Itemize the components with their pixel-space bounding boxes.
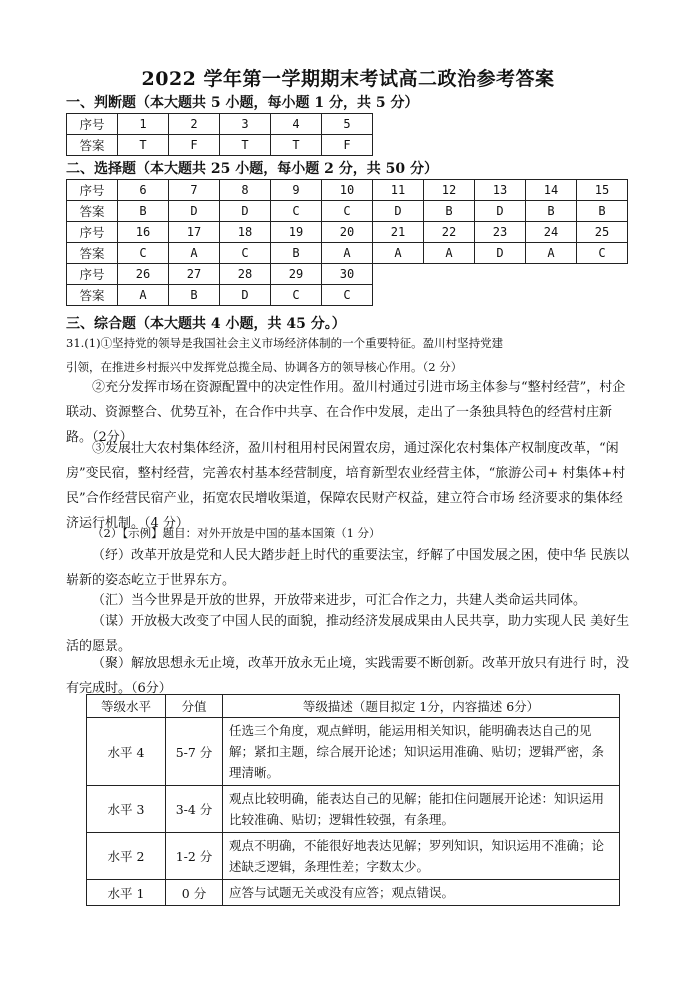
table-cell: 12 <box>424 180 475 201</box>
table-row <box>67 285 628 306</box>
rubric-desc: 应答与试题无关或没有应答；观点错误。 <box>223 880 620 906</box>
table-cell: B <box>271 243 322 264</box>
table-cell: 14 <box>526 180 577 201</box>
table-row <box>67 222 628 243</box>
table-cell: 21 <box>373 222 424 243</box>
q31-2-a <box>66 543 630 593</box>
table-cell: 7 <box>169 180 220 201</box>
table-cell: 6 <box>118 180 169 201</box>
rubric-desc: 观点比较明确，能表达自己的见解；能扣住问题展开论述：知识运用比较准确、贴切；逻辑性较强，有条理。 <box>223 786 620 833</box>
table-cell: 28 <box>220 264 271 285</box>
table-cell: D <box>169 201 220 222</box>
table-cell: 23 <box>475 222 526 243</box>
table-blank <box>373 264 628 285</box>
table-row <box>87 718 620 786</box>
table-cell: D <box>475 201 526 222</box>
table-cell: A <box>169 243 220 264</box>
table-cell: A <box>118 285 169 306</box>
row-label: 序号 <box>67 114 118 135</box>
table-row <box>67 135 373 156</box>
row-label: 答案 <box>67 135 118 156</box>
table-cell: B <box>526 201 577 222</box>
rubric-level: 水平 4 <box>87 718 166 786</box>
row-label: 序号 <box>67 180 118 201</box>
row-label: 答案 <box>67 201 118 222</box>
q31-part3-text: ③发展壮大农村集体经济，盈川村租用村民闲置农房，通过深化农村集体产权制度改革，“闲房”变民宿，整村经营，完善农村基本经营制度，培育新型农业经营主体，“旅游公司+ 村集体+村民”合作经营民宿产业，拓宽农民增收渠道，保障农民财产权益，建立符合市场 经济要求的集体经济运行机制。（4 分） <box>66 441 626 531</box>
table-row <box>87 786 620 833</box>
row-label: 答案 <box>67 285 118 306</box>
table-row <box>87 833 620 880</box>
table-cell: D <box>373 201 424 222</box>
table-cell: 27 <box>169 264 220 285</box>
table-cell: 11 <box>373 180 424 201</box>
table-cell: 18 <box>220 222 271 243</box>
table-cell: 25 <box>577 222 628 243</box>
table-cell: 1 <box>118 114 169 135</box>
table-row <box>67 180 628 201</box>
table-cell: 8 <box>220 180 271 201</box>
table-cell: 9 <box>271 180 322 201</box>
table-cell: 4 <box>271 114 322 135</box>
table-cell: 10 <box>322 180 373 201</box>
rubric-table <box>86 694 620 906</box>
q31-part2-text: ②充分发挥市场在资源配置中的决定性作用。盈川村通过引进市场主体参与“整村经营”，村企联动、资源整合、优势互补，在合作中共享、在合作中发展，走出了一条独具特色的经营村庄新路。（2分） <box>66 380 626 445</box>
row-label: 答案 <box>67 243 118 264</box>
rubric-level: 水平 3 <box>87 786 166 833</box>
table-cell: 29 <box>271 264 322 285</box>
table-cell: T <box>220 135 271 156</box>
q31-part1-line2: 引领，在推进乡村振兴中发挥党总揽全局、协调各方的领导核心作用。（2 分） <box>66 360 463 374</box>
table-cell: C <box>271 201 322 222</box>
table-cell: A <box>373 243 424 264</box>
table-cell: 15 <box>577 180 628 201</box>
table-cell: D <box>475 243 526 264</box>
q31-2-b-text: （汇）当今世界是开放的世界，开放带来进步，可汇合作之力，共建人类命运共同体。 <box>92 593 587 608</box>
table-row <box>67 243 628 264</box>
table-cell: 30 <box>322 264 373 285</box>
rubric-level: 水平 2 <box>87 833 166 880</box>
rubric-score: 0 分 <box>166 880 223 906</box>
table-cell: F <box>169 135 220 156</box>
rubric-header-level: 等级水平 <box>87 695 166 718</box>
table-cell: 19 <box>271 222 322 243</box>
table-cell: 17 <box>169 222 220 243</box>
rubric-desc: 任选三个角度，观点鲜明，能运用相关知识，能明确表达自己的见解；紧扣主题，综合展开论述；知识运用准确、贴切；逻辑严密，条理清晰。 <box>223 718 620 786</box>
judgment-table <box>66 113 373 156</box>
table-cell: C <box>322 285 373 306</box>
q31-2-c-text: （谋）开放极大改变了中国人民的面貌，推动经济发展成果由人民共享，助力实现人民 美好生活的愿景。 <box>66 614 630 654</box>
table-header-row <box>87 695 620 718</box>
q31-2-intro-text: （2）【示例】题目：对外开放是中国的基本国策（1 分） <box>92 526 381 540</box>
rubric-score: 5-7 分 <box>166 718 223 786</box>
table-cell: 20 <box>322 222 373 243</box>
section3-heading: 三、综合题（本大题共 4 小题，共 45 分。） <box>66 316 346 332</box>
table-cell: C <box>271 285 322 306</box>
table-cell: F <box>322 135 373 156</box>
table-cell: A <box>322 243 373 264</box>
rubric-score: 3-4 分 <box>166 786 223 833</box>
rubric-desc: 观点不明确，不能很好地表达见解；罗列知识，知识运用不准确；论述缺乏逻辑，条理性差；字数太少。 <box>223 833 620 880</box>
q31-part1 <box>66 331 630 379</box>
table-row <box>67 201 628 222</box>
table-cell: 24 <box>526 222 577 243</box>
section1-heading: 一、判断题（本大题共 5 小题，每小题 1 分，共 5 分） <box>66 95 419 111</box>
table-cell: D <box>220 285 271 306</box>
table-row <box>67 114 373 135</box>
table-cell: A <box>526 243 577 264</box>
row-label: 序号 <box>67 264 118 285</box>
table-cell: 22 <box>424 222 475 243</box>
table-cell: C <box>577 243 628 264</box>
table-cell: B <box>577 201 628 222</box>
table-blank <box>373 285 628 306</box>
rubric-header-desc: 等级描述（题目拟定 1分，内容描述 6分） <box>223 695 620 718</box>
table-cell: 16 <box>118 222 169 243</box>
table-cell: C <box>118 243 169 264</box>
row-label: 序号 <box>67 222 118 243</box>
table-cell: C <box>220 243 271 264</box>
table-cell: B <box>169 285 220 306</box>
table-cell: D <box>220 201 271 222</box>
table-cell: 13 <box>475 180 526 201</box>
table-cell: 2 <box>169 114 220 135</box>
table-cell: 5 <box>322 114 373 135</box>
rubric-level: 水平 1 <box>87 880 166 906</box>
section2-heading: 二、选择题（本大题共 25 小题，每小题 2 分，共 50 分） <box>66 161 438 177</box>
table-cell: 3 <box>220 114 271 135</box>
table-row <box>67 264 628 285</box>
table-cell: 26 <box>118 264 169 285</box>
table-cell: T <box>118 135 169 156</box>
q31-part1-line1: 31.(1)①坚持党的领导是我国社会主义市场经济体制的一个重要特征。盈川村坚持党建 <box>66 336 504 350</box>
table-cell: T <box>271 135 322 156</box>
choice-table <box>66 179 628 306</box>
rubric-score: 1-2 分 <box>166 833 223 880</box>
table-cell: B <box>424 201 475 222</box>
table-cell: B <box>118 201 169 222</box>
q31-2-d-text: （聚）解放思想永无止境，改革开放永无止境，实践需要不断创新。改革开放只有进行 时，没有完成时。（6分） <box>66 656 630 696</box>
table-cell: C <box>322 201 373 222</box>
table-cell: A <box>424 243 475 264</box>
rubric-header-score: 分值 <box>166 695 223 718</box>
q31-2-a-text: （纾）改革开放是党和人民大踏步赶上时代的重要法宝，纾解了中国发展之困，使中华 民族以崭新的姿态屹立于世界东方。 <box>66 548 630 588</box>
table-row <box>87 880 620 906</box>
page-title: 2022 学年第一学期期末考试高二政治参考答案 <box>141 68 555 90</box>
